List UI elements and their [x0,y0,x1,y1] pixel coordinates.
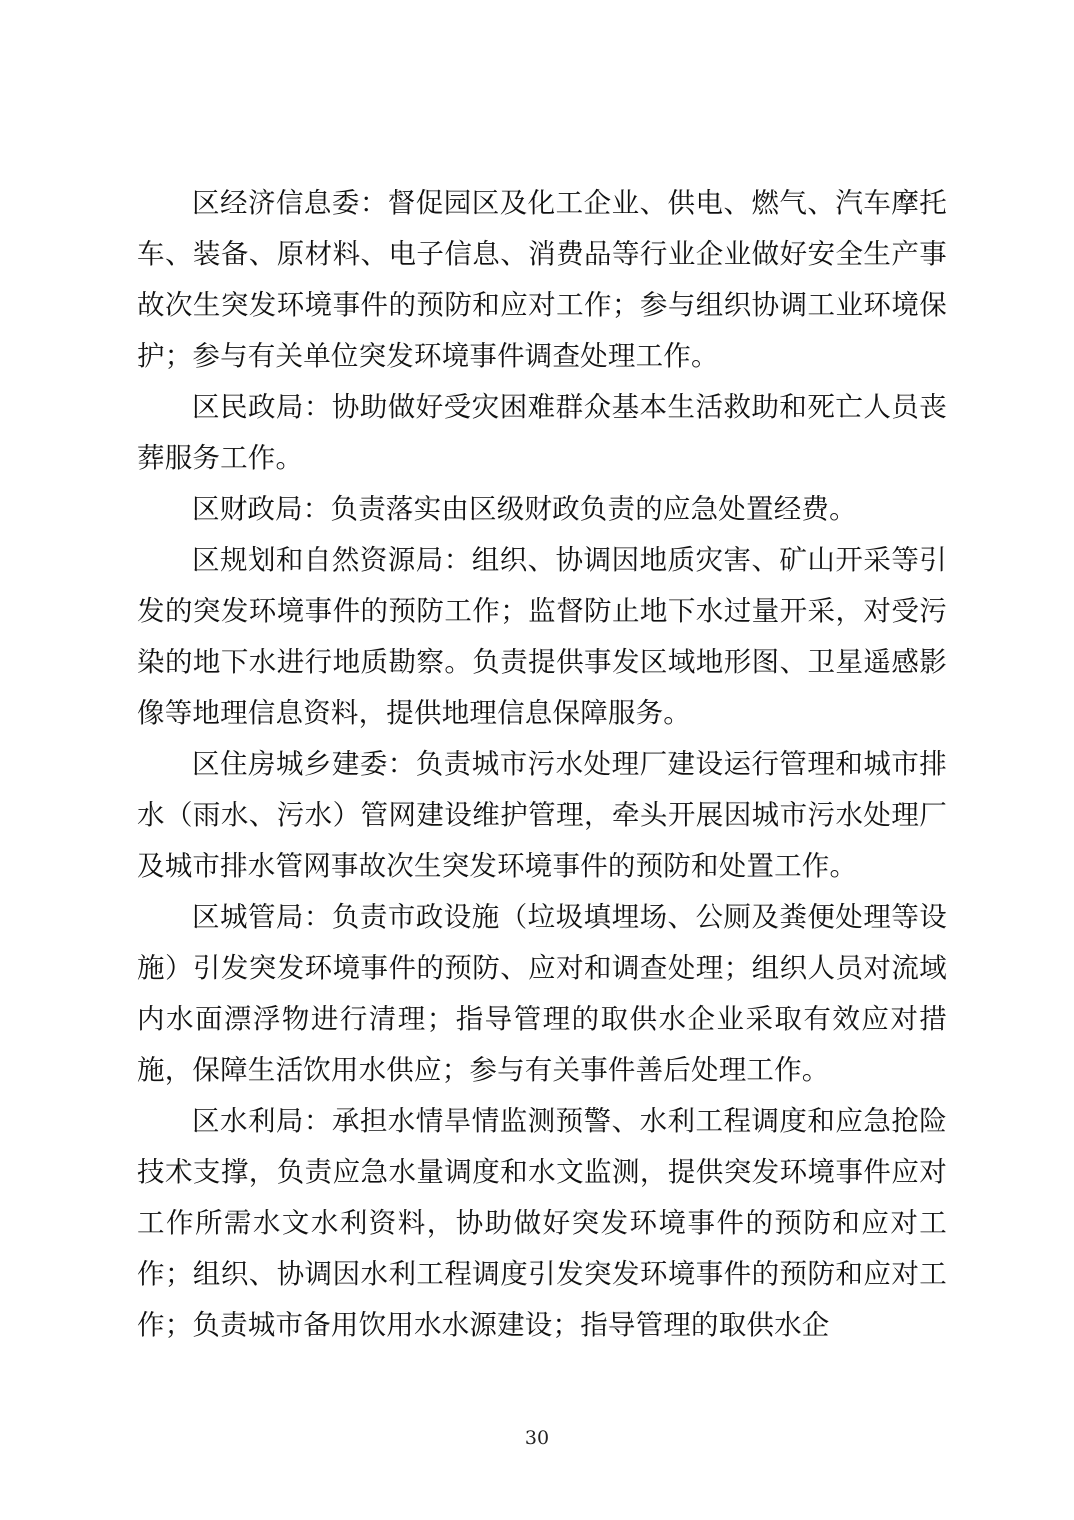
page-number: 30 [524,1427,550,1449]
document-body [137,178,947,1351]
paragraph-economic-information-commission: 区经济信息委：督促园区及化工企业、供电、燃气、汽车摩托车、装备、原材料、电子信息、消费品等行业企业做好安全生产事故次生突发环境事件的预防和应对工作；参与组织协调工业环境保护；参与有关单位突发环境事件调查处理工作。 [137,187,947,372]
paragraph-planning-natural-resources-bureau: 区规划和自然资源局：组织、协调因地质灾害、矿山开采等引发的突发环境事件的预防工作；监督防止地下水过量开采，对受污染的地下水进行地质勘察。负责提供事发区域地形图、卫星遥感影像等地理信息资料，提供地理信息保障服务。 [137,544,947,729]
paragraph-finance-bureau: 区财政局：负责落实由区级财政负责的应急处置经费。 [192,493,857,525]
paragraph-housing-urban-rural-construction-commission: 区住房城乡建委：负责城市污水处理厂建设运行管理和城市排水（雨水、污水）管网建设维护管理，牵头开展因城市污水处理厂及城市排水管网事故次生突发环境事件的预防和处置工作。 [137,748,947,882]
paragraph-urban-administration-bureau: 区城管局：负责市政设施（垃圾填埋场、公厕及粪便处理等设施）引发突发环境事件的预防、应对和调查处理；组织人员对流域内水面漂浮物进行清理；指导管理的取供水企业采取有效应对措施，保障生活饮用水供应；参与有关事件善后处理工作。 [137,901,947,1086]
paragraph-civil-affairs-bureau: 区民政局：协助做好受灾困难群众基本生活救助和死亡人员丧葬服务工作。 [137,391,947,474]
paragraph-water-conservancy-bureau: 区水利局：承担水情旱情监测预警、水利工程调度和应急抢险技术支撑，负责应急水量调度和水文监测，提供突发环境事件应对工作所需水文水利资料，协助做好突发环境事件的预防和应对工作；组织、协调因水利工程调度引发突发环境事件的预防和应对工作；负责城市备用饮用水水源建设；指导管理的取供水企 [137,1105,947,1341]
